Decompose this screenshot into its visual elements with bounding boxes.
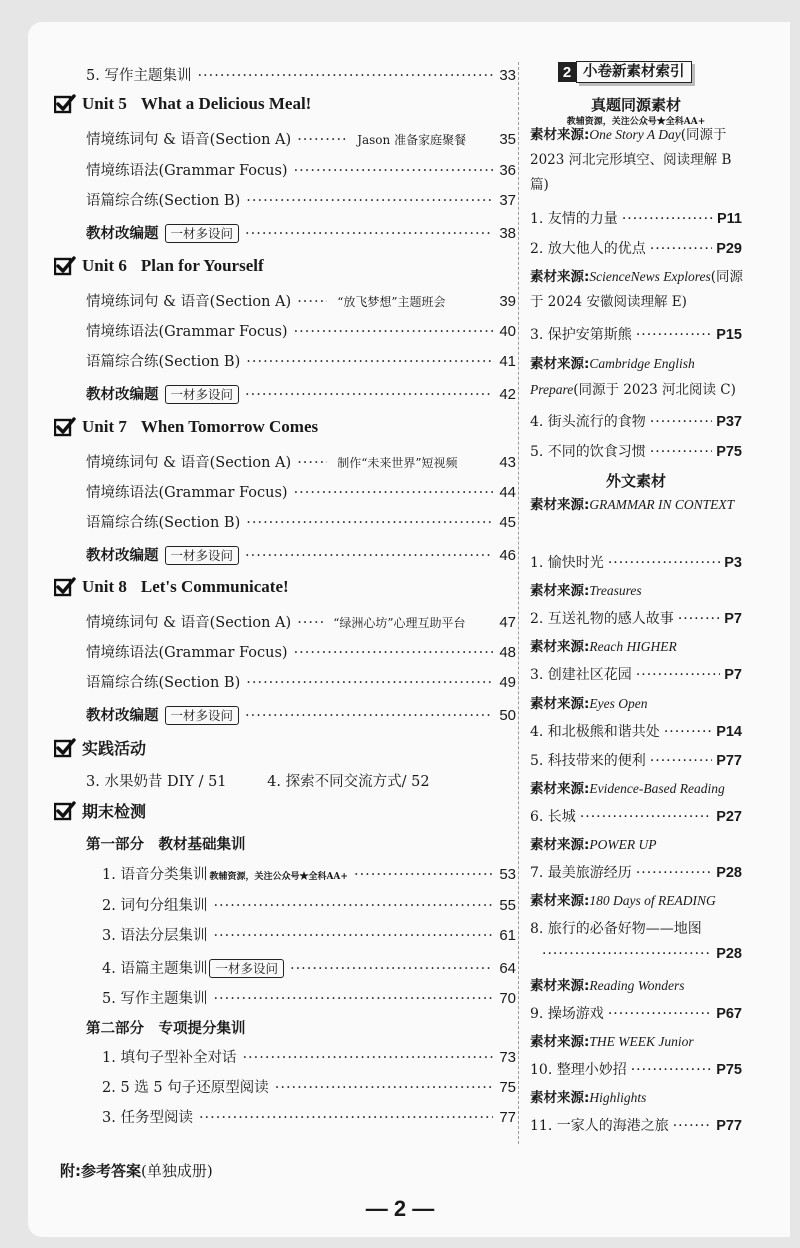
source-entry — [530, 973, 744, 999]
toc-row[interactable] — [86, 383, 516, 404]
unit-number: Unit 6 — [82, 256, 127, 275]
toc-page-number: 39 — [499, 293, 516, 310]
source-name: Reach HIGHER — [589, 639, 677, 654]
source-entry — [530, 832, 744, 858]
leader-dots — [246, 193, 493, 209]
toc-row-label: 4. 语篇主题集训 — [102, 961, 208, 977]
unit-title: What a Delicious Meal! — [140, 94, 312, 113]
toc-page-number: 40 — [499, 323, 516, 340]
section-title-foreign: 外文素材 — [605, 472, 666, 490]
toc-page-number: 44 — [499, 484, 516, 501]
toc-row[interactable] — [86, 704, 516, 725]
toc-page-number: 49 — [499, 674, 516, 691]
appendix-label: 附:参考答案 — [60, 1162, 141, 1180]
toc-row[interactable] — [86, 451, 516, 472]
toc-row[interactable] — [86, 641, 516, 662]
leader-dots — [650, 241, 712, 257]
toc-row[interactable] — [86, 611, 516, 632]
index-page: P27 — [716, 809, 742, 825]
unit-7-heading[interactable] — [54, 417, 318, 437]
index-item[interactable] — [530, 1059, 742, 1079]
header-title: 小卷新素材索引 — [576, 61, 692, 83]
section-title: 实践活动 — [82, 739, 147, 758]
source-name: Cambridge English Prepare — [530, 356, 695, 397]
toc-page-number: 33 — [499, 67, 516, 84]
source-name: THE WEEK Junior — [589, 1034, 694, 1049]
toc-row-label: 2. 5 选 5 句子还原型阅读 — [102, 1080, 269, 1096]
toc-row-label: 5. 写作主题集训 — [86, 68, 192, 84]
toc-row-label: 情境练语法(Grammar Focus) — [86, 324, 288, 340]
toc-row-writing[interactable] — [86, 64, 516, 85]
index-item[interactable] — [530, 238, 742, 258]
leader-dots — [245, 387, 493, 403]
index-item-continued[interactable] — [530, 946, 742, 962]
leader-dots — [294, 324, 494, 340]
toc-row[interactable] — [86, 290, 516, 311]
leader-dots — [354, 867, 493, 883]
toc-row-label: 情境练语法(Grammar Focus) — [86, 163, 288, 179]
source-name: ScienceNews Explores — [589, 269, 711, 284]
toc-row-label: 语篇综合练(Section B) — [86, 515, 241, 531]
source-entry — [530, 888, 744, 914]
checkbox-icon — [54, 577, 76, 597]
leader-dots — [294, 163, 494, 179]
toc-row[interactable] — [86, 189, 516, 210]
toc-row[interactable] — [86, 544, 516, 565]
source-label: 素材来源: — [530, 837, 590, 853]
unit-6-heading[interactable] — [54, 256, 264, 276]
index-page: P77 — [716, 1118, 742, 1134]
toc-page-number: 46 — [499, 547, 516, 564]
toc-row[interactable] — [86, 320, 516, 341]
index-item-label: 7. 最美旅游经历 — [530, 865, 632, 881]
index-item[interactable] — [530, 208, 742, 228]
toc-row-label: 教材改编题 — [86, 708, 159, 724]
index-item-label: 8. 旅行的必备好物——地图 — [530, 921, 702, 937]
toc-page-number: 75 — [499, 1079, 516, 1096]
unit-number: Unit 5 — [82, 94, 127, 113]
source-label: 素材来源: — [530, 269, 590, 285]
final-test-heading[interactable] — [54, 799, 146, 822]
source-entry — [530, 351, 744, 403]
toc-page-number: 42 — [499, 386, 516, 403]
page-number: — 2 — — [365, 1196, 435, 1221]
source-entry — [530, 492, 744, 518]
source-detail: (同源于 2024 安徽阅读理解 E) — [530, 269, 744, 310]
index-page: P15 — [716, 327, 742, 343]
source-entry — [530, 1085, 744, 1111]
source-label: 素材来源: — [530, 781, 590, 797]
index-item[interactable] — [530, 721, 742, 741]
source-name: POWER UP — [589, 837, 657, 852]
leader-dots — [297, 294, 327, 310]
source-name: Highlights — [589, 1090, 647, 1105]
index-item[interactable] — [530, 664, 742, 684]
source-entry — [530, 578, 744, 604]
index-item[interactable] — [530, 862, 742, 882]
leader-dots — [631, 1062, 712, 1078]
leader-dots — [199, 1110, 493, 1126]
leader-dots — [678, 611, 720, 627]
toc-row-label: 情境练词句 & 语音(Section A) — [86, 615, 292, 631]
source-entry — [530, 264, 744, 315]
index-page: P67 — [716, 1006, 742, 1022]
practice-items — [86, 770, 430, 791]
toc-page-number: 43 — [499, 454, 516, 471]
source-label: 素材来源: — [530, 1090, 590, 1106]
leader-dots — [246, 515, 493, 531]
toc-row-label: 情境练语法(Grammar Focus) — [86, 485, 288, 501]
index-item[interactable] — [530, 1115, 742, 1135]
leader-dots — [297, 132, 347, 148]
index-item-label: 2. 放大他人的优点 — [530, 241, 646, 257]
toc-page-number: 55 — [499, 897, 516, 914]
leader-dots — [297, 615, 323, 631]
index-item[interactable] — [530, 441, 742, 461]
leader-dots — [636, 667, 720, 683]
leader-dots — [650, 414, 712, 430]
index-page: P77 — [716, 753, 742, 769]
leader-dots — [636, 327, 712, 343]
source-detail: (同源于 2023 河北阅读 C) — [573, 382, 736, 398]
unit-number: Unit 7 — [82, 417, 127, 436]
source-detail: (同源于 2023 河北完形填空、阅读理解 B 篇) — [530, 127, 732, 193]
index-item-label: 10. 整理小妙招 — [530, 1062, 627, 1078]
practice-item-1[interactable]: 3. 水果奶昔 DIY / 51 — [86, 774, 227, 790]
leader-dots — [608, 555, 720, 571]
unit-number: Unit 8 — [82, 577, 127, 596]
toc-row[interactable] — [86, 128, 516, 149]
source-name: Evidence-Based Reading — [589, 781, 725, 796]
leader-dots — [650, 444, 712, 460]
toc-row-note: “绿洲心坊”心理互助平台 — [333, 616, 466, 630]
leader-dots — [213, 898, 493, 914]
index-item-label: 4. 街头流行的食物 — [530, 414, 646, 430]
header-number-badge: 2 — [558, 62, 576, 82]
checkbox-icon — [54, 801, 76, 821]
source-name: 180 Days of READING — [589, 893, 716, 908]
index-page: P28 — [716, 946, 742, 962]
toc-row-label: 教材改编题 — [86, 387, 159, 403]
leader-dots — [297, 455, 327, 471]
index-item-label: 6. 长城 — [530, 809, 576, 825]
index-item[interactable] — [530, 806, 742, 826]
index-item-label: 4. 和北极熊和谐共处 — [530, 724, 660, 740]
index-page: P75 — [716, 444, 742, 460]
toc-row-label: 语篇综合练(Section B) — [86, 354, 241, 370]
toc-row[interactable] — [102, 924, 516, 945]
toc-row-note: 制作“未来世界”短视频 — [337, 456, 458, 470]
source-label: 素材来源: — [530, 497, 590, 513]
toc-row-label: 2. 词句分组集训 — [102, 898, 208, 914]
index-item[interactable] — [530, 750, 742, 770]
toc-page-number: 73 — [499, 1049, 516, 1066]
toc-row-label: 语篇综合练(Section B) — [86, 193, 241, 209]
toc-row[interactable] — [102, 987, 516, 1008]
index-page: P28 — [716, 865, 742, 881]
toc-page-number: 38 — [499, 225, 516, 242]
source-label: 素材来源: — [530, 356, 590, 372]
toc-row[interactable] — [86, 511, 516, 532]
toc-row-label: 情境练语法(Grammar Focus) — [86, 645, 288, 661]
toc-row[interactable] — [86, 222, 516, 243]
tag-badge: 一材多设问 — [165, 224, 240, 243]
source-name: Treasures — [589, 583, 642, 598]
leader-dots — [673, 1118, 712, 1134]
practice-item-2[interactable]: 4. 探索不同交流方式/ 52 — [267, 774, 430, 790]
leader-dots — [246, 354, 493, 370]
watermark-text: 教辅资源，关注公众号★全科AA+ — [209, 872, 348, 882]
leader-dots — [622, 211, 713, 227]
toc-page-number: 70 — [499, 990, 516, 1007]
toc-page-number: 47 — [499, 614, 516, 631]
unit-title: When Tomorrow Comes — [140, 417, 319, 436]
toc-row[interactable] — [102, 1076, 516, 1097]
toc-row-label: 情境练词句 & 语音(Section A) — [86, 132, 292, 148]
tag-badge: 一材多设问 — [165, 706, 240, 725]
leader-dots — [213, 928, 493, 944]
toc-page-number: 50 — [499, 707, 516, 724]
toc-row[interactable] — [102, 894, 516, 915]
index-item-label: 1. 愉快时光 — [530, 555, 604, 571]
index-page: P3 — [724, 555, 742, 571]
source-name: Eyes Open — [589, 696, 648, 711]
unit-title: Plan for Yourself — [140, 256, 264, 275]
toc-page-number: 37 — [499, 192, 516, 209]
toc-row[interactable] — [102, 1046, 516, 1067]
section-title-authentic: 真题同源素材 — [590, 96, 681, 114]
index-item-label: 5. 科技带来的便利 — [530, 753, 646, 769]
index-item-label: 2. 互送礼物的感人故事 — [530, 611, 674, 627]
checkbox-icon — [54, 256, 76, 276]
toc-row-label: 语篇综合练(Section B) — [86, 675, 241, 691]
checkbox-icon — [54, 738, 76, 758]
leader-dots — [245, 226, 493, 242]
index-page: P7 — [724, 611, 742, 627]
leader-dots — [245, 548, 493, 564]
index-page: P29 — [716, 241, 742, 257]
source-label: 素材来源: — [530, 639, 590, 655]
practice-heading[interactable] — [54, 736, 146, 759]
index-item-label: 3. 创建社区花园 — [530, 667, 632, 683]
toc-page-number: 53 — [499, 866, 516, 883]
unit-8-heading[interactable] — [54, 577, 289, 597]
index-page: P11 — [717, 211, 742, 227]
index-page: P37 — [716, 414, 742, 430]
index-item-label: 3. 保护安第斯熊 — [530, 327, 632, 343]
part-2-title: 第二部分 专项提分集训 — [86, 1021, 246, 1037]
source-name: Reading Wonders — [589, 978, 685, 993]
section-title: 期末检测 — [82, 802, 147, 821]
index-item-label: 11. 一家人的海港之旅 — [530, 1118, 669, 1134]
leader-dots — [608, 1006, 712, 1022]
toc-row-note: Jason 准备家庭聚餐 — [357, 133, 467, 147]
index-item[interactable] — [530, 918, 742, 938]
source-entry — [530, 776, 744, 802]
toc-row[interactable] — [86, 671, 516, 692]
checkbox-icon — [54, 94, 76, 114]
index-page: P7 — [724, 667, 742, 683]
index-page: P75 — [716, 1062, 742, 1078]
leader-dots — [636, 865, 712, 881]
leader-dots — [580, 809, 712, 825]
leader-dots — [246, 675, 493, 691]
index-item-label: 1. 友情的力量 — [530, 211, 618, 227]
appendix-detail: (单独成册) — [141, 1162, 213, 1180]
toc-row-label: 情境练词句 & 语音(Section A) — [86, 455, 292, 471]
leader-dots — [664, 724, 712, 740]
source-name: GRAMMAR IN CONTEXT — [589, 497, 735, 512]
index-item[interactable] — [530, 552, 742, 572]
leader-dots — [242, 1050, 493, 1066]
toc-page-number: 61 — [499, 927, 516, 944]
leader-dots — [294, 645, 494, 661]
index-item[interactable] — [530, 324, 742, 344]
tag-badge: 一材多设问 — [165, 385, 240, 404]
index-item-label: 9. 操场游戏 — [530, 1006, 604, 1022]
toc-row[interactable] — [86, 481, 516, 502]
toc-row-label: 教材改编题 — [86, 548, 159, 564]
toc-page-number: 45 — [499, 514, 516, 531]
leader-dots — [197, 68, 493, 84]
index-item[interactable] — [530, 608, 742, 628]
index-item[interactable] — [530, 411, 742, 431]
toc-row-label: 1. 语音分类集训 — [102, 867, 208, 883]
leader-dots — [650, 753, 712, 769]
leader-dots — [290, 961, 493, 977]
leader-dots — [213, 991, 493, 1007]
index-item-label: 5. 不同的饮食习惯 — [530, 444, 646, 460]
appendix-note — [60, 1160, 213, 1181]
leader-dots — [542, 946, 712, 962]
leader-dots — [275, 1080, 494, 1096]
toc-row-label: 5. 写作主题集训 — [102, 991, 208, 1007]
source-label: 素材来源: — [530, 583, 590, 599]
tag-badge: 一材多设问 — [209, 959, 284, 978]
toc-row-label: 3. 语法分层集训 — [102, 928, 208, 944]
toc-row-label: 1. 填句子型补全对话 — [102, 1050, 237, 1066]
toc-page-number: 77 — [499, 1109, 516, 1126]
toc-row[interactable] — [86, 350, 516, 371]
part-1-title: 第一部分 教材基础集训 — [86, 837, 246, 853]
checkbox-icon — [54, 417, 76, 437]
toc-row-label: 情境练词句 & 语音(Section A) — [86, 294, 292, 310]
toc-row[interactable] — [102, 863, 516, 884]
index-page: P14 — [716, 724, 742, 740]
column-divider — [518, 62, 519, 1144]
source-label: 素材来源: — [530, 696, 590, 712]
source-label: 素材来源: — [530, 127, 590, 143]
toc-row-label: 教材改编题 — [86, 226, 159, 242]
leader-dots — [245, 708, 493, 724]
source-entry — [530, 1029, 744, 1055]
leader-dots — [294, 485, 494, 501]
toc-row-note: “放飞梦想”主题班会 — [337, 295, 446, 309]
toc-row[interactable] — [102, 1106, 516, 1127]
source-entry — [530, 634, 744, 660]
source-name: One Story A Day — [589, 127, 681, 142]
index-item[interactable] — [530, 1003, 742, 1023]
tag-badge: 一材多设问 — [165, 546, 240, 565]
source-entry — [530, 691, 744, 717]
source-entry — [530, 122, 744, 198]
toc-page-number: 48 — [499, 644, 516, 661]
toc-page-number: 36 — [499, 162, 516, 179]
source-label: 素材来源: — [530, 893, 590, 909]
toc-row-label: 3. 任务型阅读 — [102, 1110, 193, 1126]
toc-page-number: 41 — [499, 353, 516, 370]
unit-title: Let's Communicate! — [140, 577, 289, 596]
unit-5-heading[interactable] — [54, 94, 311, 114]
toc-page-number: 35 — [499, 131, 516, 148]
watermark-text: 教辅资源，关注公众号★全科AA+ — [566, 117, 706, 127]
source-label: 素材来源: — [530, 1034, 590, 1050]
toc-row[interactable] — [102, 957, 516, 978]
toc-row[interactable] — [86, 159, 516, 180]
source-label: 素材来源: — [530, 978, 590, 994]
toc-page-number: 64 — [499, 960, 516, 977]
index-header — [558, 60, 728, 84]
